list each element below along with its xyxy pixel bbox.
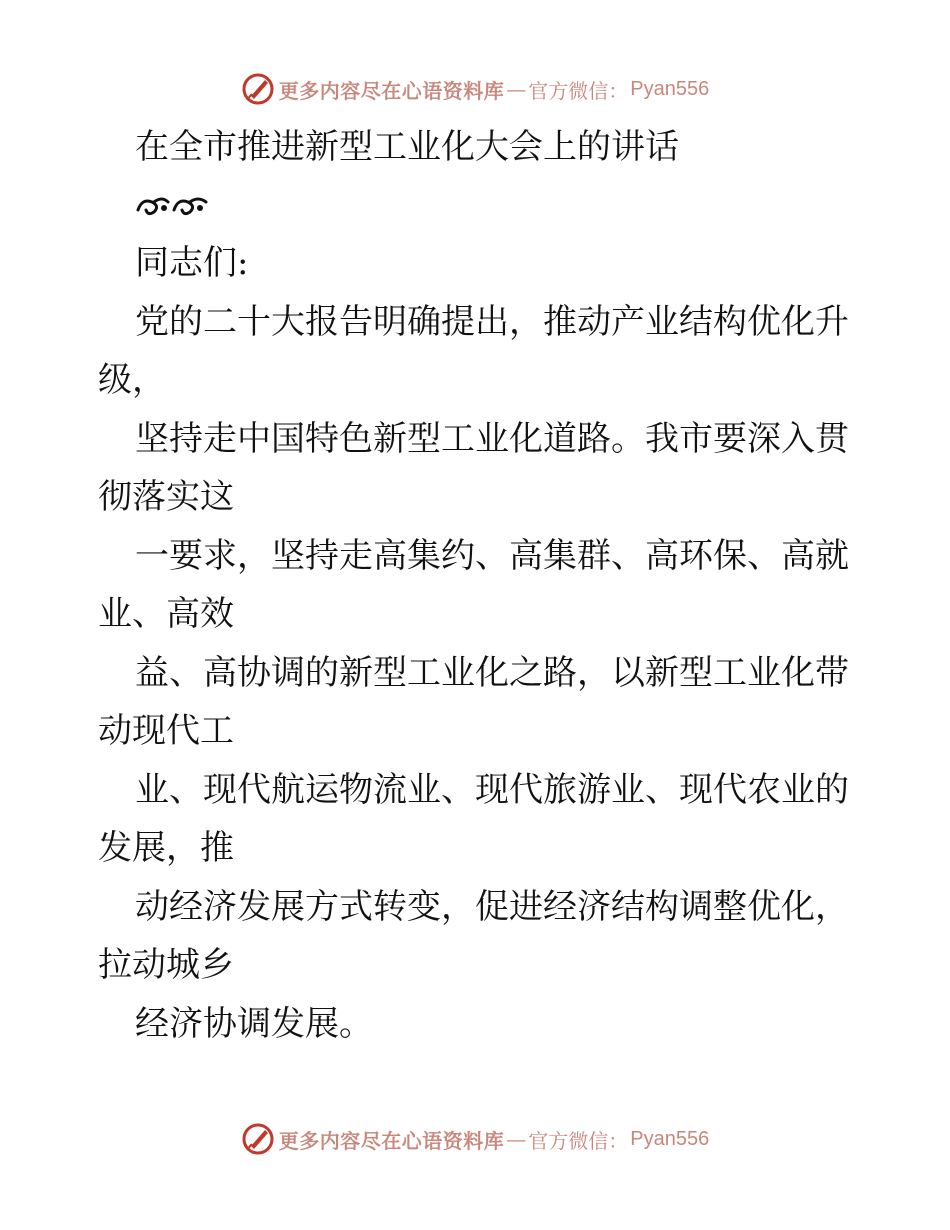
quill-logo-icon — [241, 72, 275, 106]
watermark-dash: — — [506, 1127, 527, 1151]
body-line: 级， — [98, 360, 166, 400]
body-line: 党的二十大报告明确提出，推动产业结构优化升 — [135, 302, 849, 342]
body-line: 一要求，坚持走高集约、高集群、高环保、高就 — [135, 536, 849, 576]
body-line: 业、现代航运物流业、现代旅游业、现代农业的 — [135, 770, 849, 810]
body-line: 发展，推 — [98, 828, 234, 868]
body-line: 经济协调发展。 — [135, 1004, 373, 1044]
watermark-dash: — — [506, 77, 527, 101]
watermark-wechat-id: Pyan556 — [630, 77, 710, 100]
body-line: 动现代工 — [98, 711, 234, 751]
body-line: 动经济发展方式转变，促进经济结构调整优化， — [135, 887, 849, 927]
body-line: 拉动城乡 — [98, 945, 234, 985]
greeting: 同志们: — [135, 243, 249, 283]
body-line: 益、高协调的新型工业化之路，以新型工业化带 — [135, 653, 849, 693]
watermark-label: 官方微信： — [528, 1128, 629, 1153]
body-line: 彻落实这 — [98, 477, 234, 517]
watermark-label: 官方微信： — [528, 78, 629, 103]
document-title: 在全市推进新型工业化大会上的讲话 — [135, 127, 679, 167]
watermark-brand: 更多内容尽在心语资料库 — [278, 78, 505, 103]
body-line: 坚持走中国特色新型工业化道路。我市要深入贯 — [135, 419, 849, 459]
watermark-wechat-id: Pyan556 — [630, 1127, 710, 1150]
footer-watermark — [0, 1122, 950, 1156]
decorative-scroll-icon — [134, 188, 214, 222]
body-line: 业、高效 — [98, 594, 234, 634]
watermark-brand: 更多内容尽在心语资料库 — [278, 1128, 505, 1153]
header-watermark — [0, 72, 950, 106]
quill-logo-icon — [241, 1122, 275, 1156]
